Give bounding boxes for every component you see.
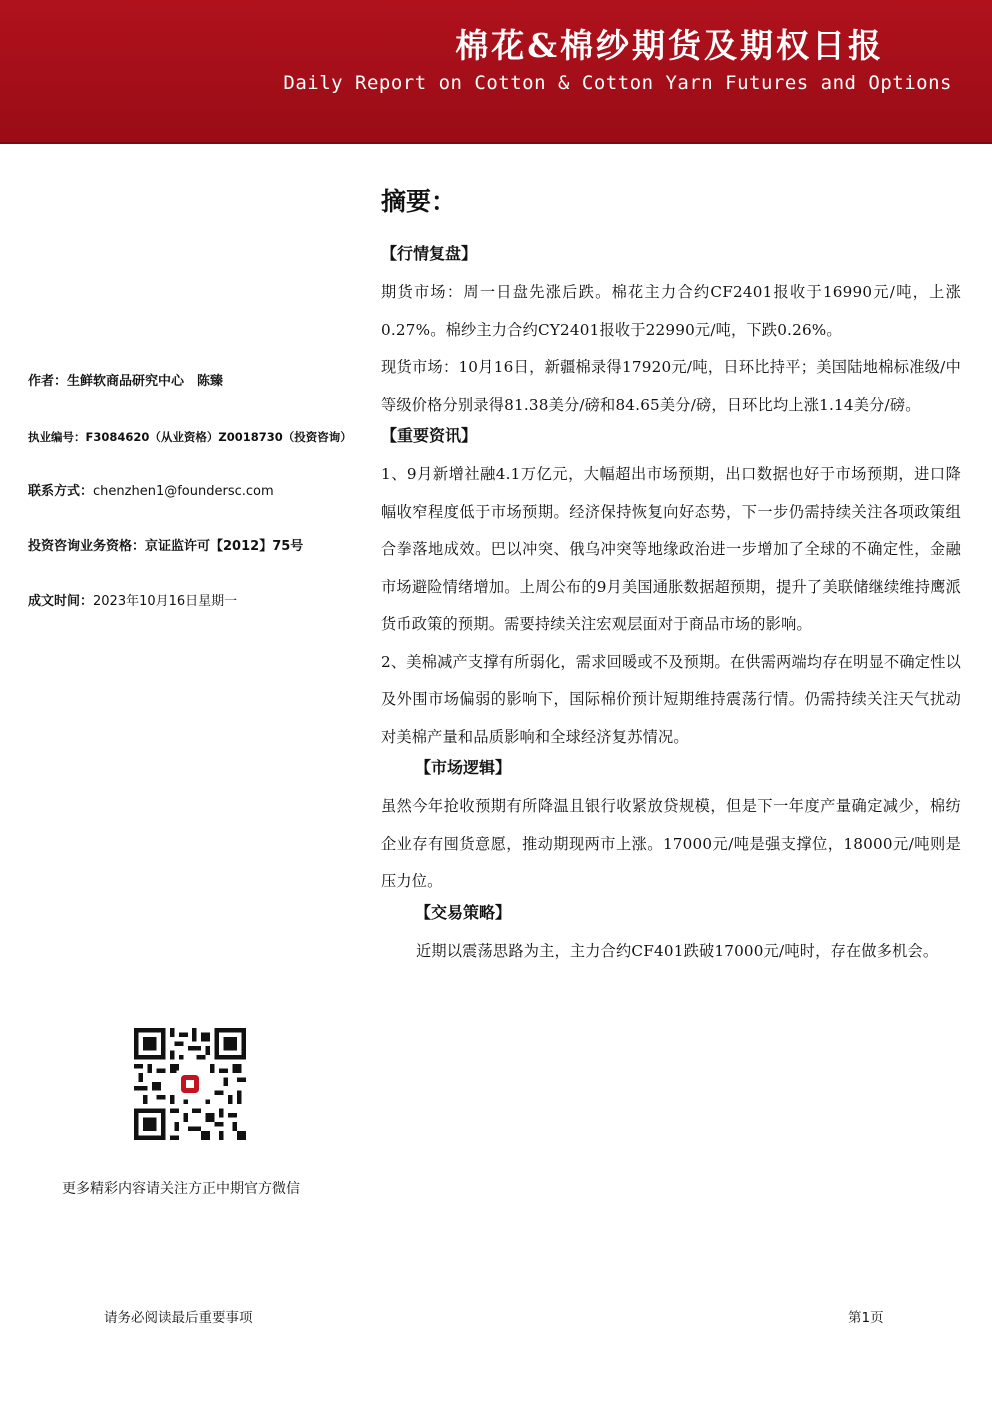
license-row [28,427,363,447]
author-info-sidebar [28,372,363,647]
report-title-cn: 棉花&棉纱期货及期权日报 [455,26,884,65]
market-logic-heading: 【市场逻辑】 [415,758,512,777]
author-value: 生鲜软商品研究中心 陈臻 [67,374,224,389]
header-divider [0,142,992,144]
trading-strategy-heading: 【交易策略】 [415,902,512,922]
date-value: 2023年10月16日星期一 [93,594,238,609]
market-logic-paragraph: 虽然今年抢收预期有所降温且银行收紧放贷规模，但是下一年度产量确定减少，棉纺企业存有囤货意愿，推动期现两市上涨。17000元/吨是强支撑位，18000元/吨则是压力位。 [381,797,961,890]
qualification-label: 投资咨询业务资格： [28,539,146,554]
news-heading: 【重要资讯】 [381,426,478,445]
page-number: 第1页 [848,1310,884,1326]
spot-market-paragraph: 现货市场：10月16日，新疆棉录得17920元/吨，日环比持平；美国陆地棉标准级/中等级价格分别录得81.38美分/磅和84.65美分/磅，日环比均上涨1.14美分/磅。 [381,358,961,414]
market-review-heading: 【行情复盘】 [381,244,478,263]
date-label: 成文时间： [28,594,94,609]
trading-strategy-paragraph: 近期以震荡思路为主，主力合约CF401跌破17000元/吨时，存在做多机会。 [416,941,939,960]
report-title-en: Daily Report on Cotton & Cotton Yarn Futures and Options [283,72,952,94]
news-item-2: 2、美棉减产支撑有所弱化，需求回暖或不及预期。在供需两端均存在明显不确定性以及外围市场偏弱的影响下，国际棉价预计短期维持震荡行情。仍需持续关注天气扰动对美棉产量和品质影响和全球经济复苏情况。 [381,652,961,746]
contact-label: 联系方式： [28,484,94,499]
license-value: F3084620（从业资格）Z0018730（投资咨询） [85,430,352,444]
author-row [28,372,363,392]
author-label: 作者： [28,374,68,389]
qualification-row [28,537,363,557]
report-header-banner [0,0,992,142]
footer-notice: 请务必阅读最后重要事项 [104,1310,253,1326]
contact-row [28,482,363,502]
qualification-value: 京证监许可【2012】75号 [145,539,304,554]
wechat-qr-code[interactable] [134,1028,246,1140]
date-row [28,592,363,612]
news-item-1: 1、9月新增社融4.1万亿元，大幅超出市场预期，出口数据也好于市场预期，进口降幅收窄程度低于市场预期。经济保持恢复向好态势，下一步仍需持续关注各项政策组合拳落地成效。巴以冲突、俄乌冲突等地缘政治进一步增加了全球的不确定性，金融市场避险情绪增加。上周公布的9月美国通胀数据超预期，提升了美联储继续维持鹰派货币政策的预期。需要持续关注宏观层面对于商品市场的影响。 [381,465,961,633]
qr-caption: 更多精彩内容请关注方正中期官方微信 [62,1181,300,1197]
abstract-title: 摘要： [381,187,457,216]
contact-email[interactable]: chenzhen1@foundersc.com [93,484,274,499]
futures-market-paragraph: 期货市场：周一日盘先涨后跌。棉花主力合约CF2401报收于16990元/吨，上涨0.27%。棉纱主力合约CY2401报收于22990元/吨，下跌0.26%。 [381,283,961,339]
report-main-content [381,180,961,970]
license-label: 执业编号： [28,430,86,444]
